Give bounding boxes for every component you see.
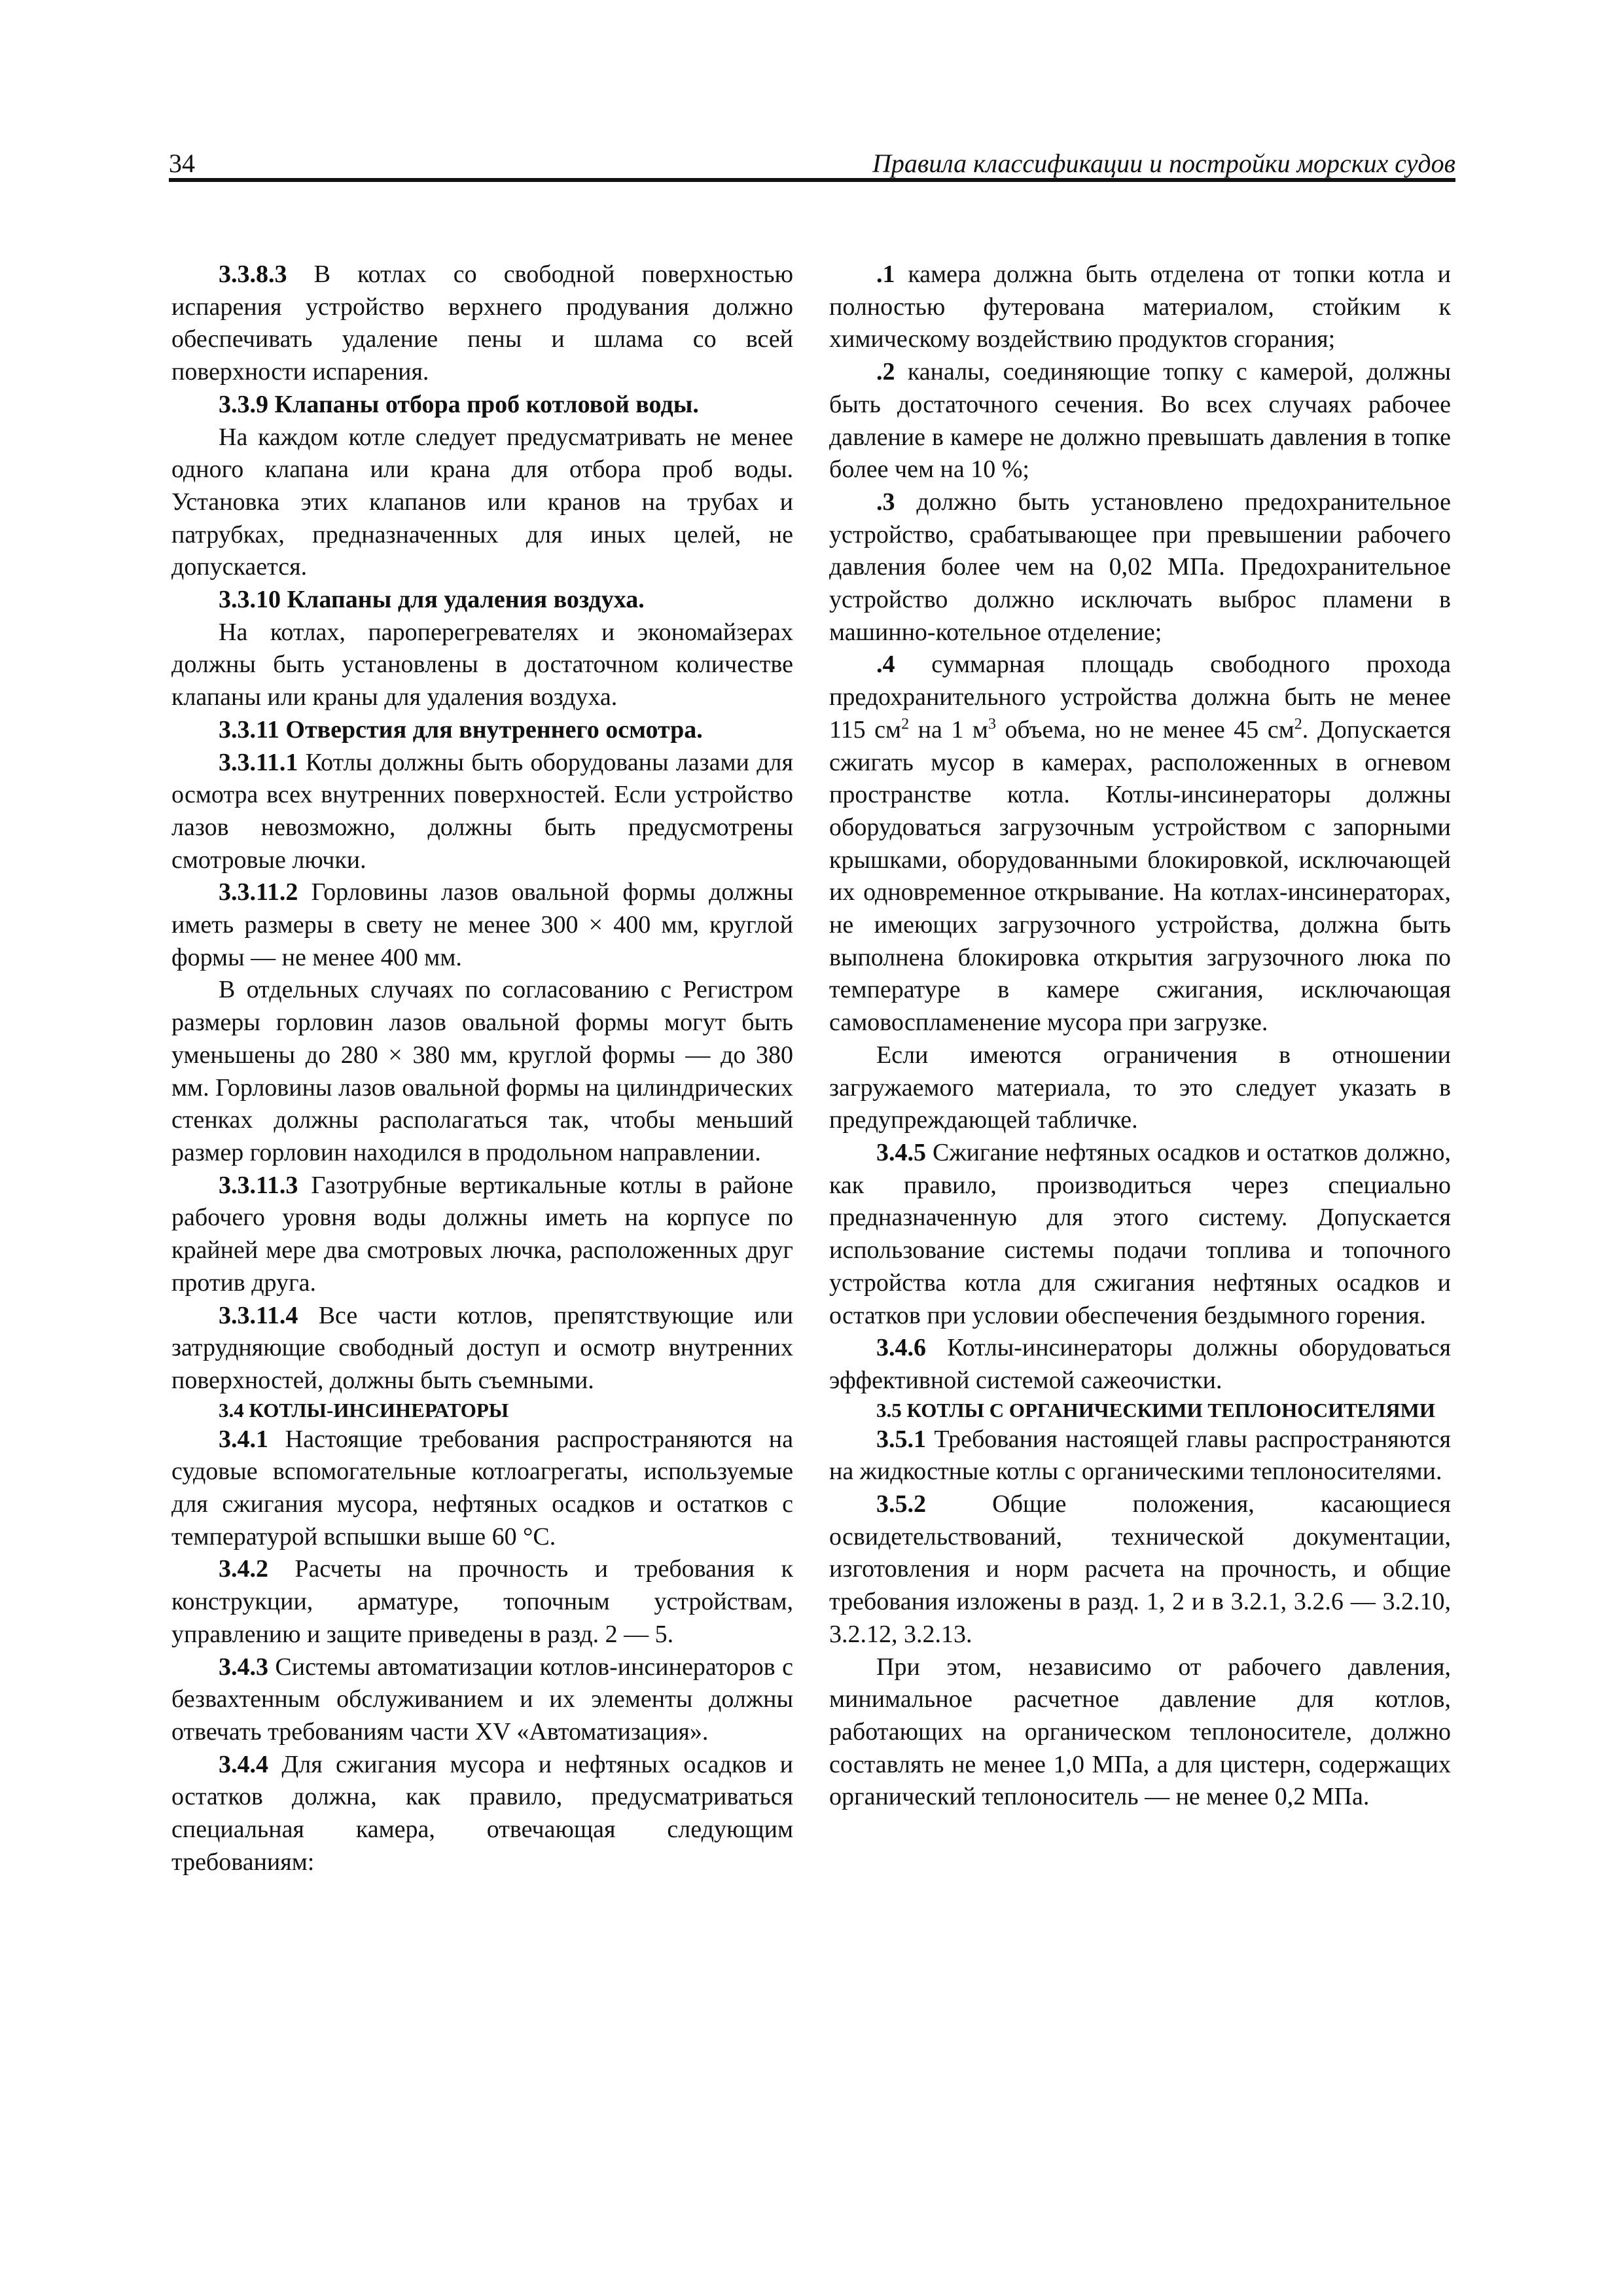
paragraph-3-4-6 [829, 1332, 1451, 1397]
superscript: 2 [901, 715, 910, 733]
section-title-3-4: 3.4 КОТЛЫ-ИНСИНЕРАТОРЫ [219, 1398, 509, 1422]
superscript: 2 [1294, 715, 1302, 733]
paragraph-3-5-2 [829, 1488, 1451, 1651]
item-number: .1 [876, 260, 895, 288]
paragraph-text: Общие положения, касающиеся освидетельствований, технической документации, изготовления и норм расчета на прочность, и общие требования изложены в разд. 1, 2 и в 3.2.1, 3.2.6 — 3.2.10, 3.2.12, 3.2.13. [829, 1490, 1451, 1648]
clause-number: 3.4.5 [876, 1138, 926, 1166]
item-text: объема, но не менее 45 см [995, 715, 1294, 744]
right-column [829, 259, 1451, 1814]
running-header [169, 149, 1455, 182]
paragraph-text: Расчеты на прочность и требования к конструкции, арматуре, топочным устройствам, управлению и защите приведены в разд. 2 — 5. [171, 1555, 793, 1648]
paragraph-text: Для сжигания мусора и нефтяных осадков и остатков должна, как правило, предусматриваться специальная камера, отвечающая следующим требованиям: [171, 1750, 793, 1876]
paragraph-text: Требования настоящей главы распространяются на жидкостные котлы с органическими теплоносителями. [829, 1425, 1451, 1486]
heading-3-3-10: 3.3.10 Клапаны для удаления воздуха. [219, 586, 645, 614]
paragraph-3-4-4 [171, 1749, 793, 1879]
item-text: камера должна быть отделена от топки котла и полностью футерована материалом, стойким к химическому воздействию продуктов сгорания; [829, 260, 1451, 353]
paragraph-3-3-11-2 [171, 876, 793, 974]
clause-number: 3.5.1 [876, 1425, 926, 1453]
clause-number: 3.3.8.3 [219, 260, 287, 288]
clause-number: 3.3.11.4 [219, 1301, 298, 1329]
paragraph-text: Системы автоматизации котлов-инсинераторов с безвахтенным обслуживанием и их элементы должны отвечать требованиям части XV «Автоматизация». [171, 1653, 793, 1746]
paragraph-3-4-2 [171, 1553, 793, 1651]
paragraph-3-3-11-1 [171, 747, 793, 877]
paragraph-air-valves: На котлах, пароперегревателях и экономайзерах должны быть установлены в достаточном количестве клапаны или краны для удаления воздуха. [171, 618, 793, 711]
paragraph-text: Котлы-инсинераторы должны оборудоваться эффективной системой сажеочистки. [829, 1334, 1451, 1394]
paragraph-3-4-1 [171, 1424, 793, 1554]
clause-number: 3.4.2 [219, 1555, 268, 1583]
item-number: .4 [876, 651, 895, 679]
heading-3-3-11: 3.3.11 Отверстия для внутреннего осмотра. [219, 715, 703, 744]
clause-number: 3.4.1 [219, 1425, 268, 1453]
paragraph-sampling-valves: На каждом котле следует предусматривать не менее одного клапана или крана для отбора проб воды. Установка этих клапанов или кранов на трубах и патрубках, предназначенных для иных целей, не допускается. [171, 423, 793, 581]
clause-number: 3.3.11.1 [219, 748, 298, 776]
paragraph-loading-limits: Если имеются ограничения в отношении загружаемого материала, то это следует указать в предупреждающей табличке. [829, 1041, 1451, 1134]
superscript: 3 [988, 715, 996, 733]
header-title: Правила классификации и постройки морских судов [872, 149, 1455, 178]
page-number: 34 [169, 149, 195, 178]
clause-number: 3.4.3 [219, 1653, 268, 1681]
paragraph-3-3-8-3 [171, 259, 793, 389]
paragraph-3-3-11-3 [171, 1170, 793, 1300]
clause-number: 3.3.11.3 [219, 1171, 298, 1199]
item-number: .2 [876, 358, 895, 386]
list-item-2 [829, 356, 1451, 486]
section-title-3-5: 3.5 КОТЛЫ С ОРГАНИЧЕСКИМИ ТЕПЛОНОСИТЕЛЯМИ [876, 1398, 1435, 1422]
paragraph-3-5-1 [829, 1424, 1451, 1488]
item-text: . Допускается сжигать мусор в камерах, расположенных в огневом пространстве котла. Котлы-инсинераторы должны оборудоваться загрузочным устройством с запорными крышками, оборудованными блокировкой, исключающей их одновременное открывание. На котлах-инсинераторах, не имеющих загрузочного устройства, должна быть выполнена блокировка открытия загрузочного люка по температуре в камере сжигания, исключающая самовоспламенение мусора при загрузке. [829, 715, 1451, 1037]
item-text: должно быть установлено предохранительное устройство, срабатывающее при превышении рабочего давления более чем на 0,02 МПа. Предохранительное устройство должно исключать выброс пламени в машинно-котельное отделение; [829, 488, 1451, 646]
list-item-3 [829, 486, 1451, 649]
paragraph-text: Котлы должны быть оборудованы лазами для осмотра всех внутренних поверхностей. Если устройство лазов невозможно, должны быть предусмотрены смотровые лючки. [171, 748, 793, 874]
item-text: на 1 м [909, 715, 988, 744]
clause-number: 3.4.4 [219, 1750, 268, 1778]
clause-number: 3.5.2 [876, 1490, 926, 1518]
clause-number: 3.3.11.2 [219, 878, 298, 906]
item-number: .3 [876, 488, 895, 516]
paragraph-3-4-5 [829, 1137, 1451, 1332]
heading-3-3-9: 3.3.9 Клапаны отбора проб котловой воды. [219, 390, 699, 418]
paragraph-text: Горловины лазов овальной формы должны иметь размеры в свету не менее 300 × 400 мм, круглой формы — не менее 400 мм. [171, 878, 793, 971]
paragraph-text: Настоящие требования распространяются на судовые вспомогательные котлоагрегаты, используемые для сжигания мусора, нефтяных осадков и остатков с температурой вспышки выше 60 °С. [171, 1425, 793, 1551]
paragraph-text: Сжигание нефтяных осадков и остатков должно, как правило, производиться через специально предназначенную для этого систему. Допускается использование системы подачи топлива и топочного устройства котла для сжигания нефтяных осадков и остатков при условии обеспечения бездымного горения. [829, 1138, 1451, 1329]
list-item-4 [829, 649, 1451, 1039]
paragraph-manhole-sizes: В отдельных случаях по согласованию с Регистром размеры горловин лазов овальной формы могут быть уменьшены до 280 × 380 мм, круглой формы — до 380 мм. Горловины лазов овальной формы на цилиндрических стенках должны располагаться так, чтобы меньший размер горловин находился в продольном направлении. [171, 976, 793, 1166]
paragraph-3-4-3 [171, 1651, 793, 1749]
paragraph-text: Все части котлов, препятствующие или затрудняющие свободный доступ и осмотр внутренних поверхностей, должны быть съемными. [171, 1301, 793, 1394]
paragraph-text: Газотрубные вертикальные котлы в районе рабочего уровня воды должны иметь на корпусе по крайней мере два смотровых лючка, расположенных друг против друга. [171, 1171, 793, 1297]
paragraph-design-pressure: При этом, независимо от рабочего давления, минимальное расчетное давление для котлов, работающих на органическом теплоносителе, должно составлять не менее 1,0 МПа, а для цистерн, содержащих органический теплоноситель — не менее 0,2 МПа. [829, 1653, 1451, 1811]
clause-number: 3.4.6 [876, 1334, 926, 1362]
paragraph-text: В котлах со свободной поверхностью испарения устройство верхнего продувания должно обеспечивать удаление пены и шлама со всей поверхности испарения. [171, 260, 793, 386]
item-text: суммарная площадь свободного прохода предохранительного устройства должна быть не менее 115 см [829, 651, 1451, 744]
list-item-1 [829, 259, 1451, 356]
left-column [171, 259, 793, 1878]
paragraph-3-3-11-4 [171, 1300, 793, 1397]
item-text: каналы, соединяющие топку с камерой, должны быть достаточного сечения. Во всех случаях рабочее давление в камере не должно превышать давления в топке более чем на 10 %; [829, 358, 1451, 484]
